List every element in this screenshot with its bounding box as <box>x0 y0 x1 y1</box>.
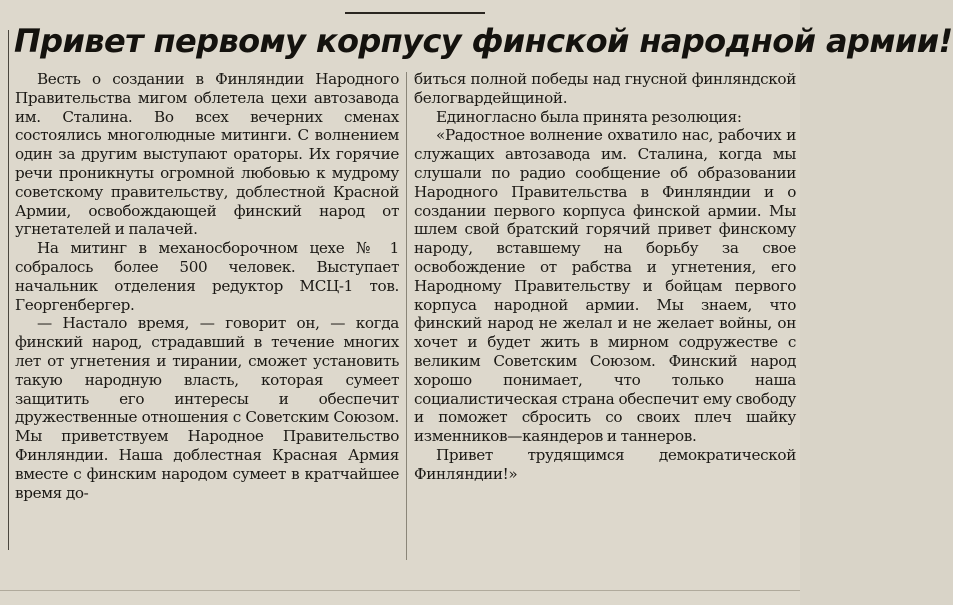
headline: Привет первому корпусу финской народной армии! <box>14 22 953 60</box>
column-divider <box>406 72 407 560</box>
paragraph: биться полной победы над гнусной финляндской белогвардейщиной. <box>414 70 796 107</box>
top-rule <box>345 12 485 14</box>
article-column-1 <box>15 70 399 502</box>
paragraph: — Настало время, — говорит он, — когда финский народ, страдавший в течение многих лет от угнетения и тирании, сможет установить такую народную власть, которая сумеет защитить его интересы и обеспечит дружественные отношения с Советским Союзом. Мы приветствуем Народное Правительство Финляндии. Наша доблестная Красная Армия вместе с финским народом сумеет в кратчайшее время до- <box>15 314 399 502</box>
closing-paragraph: Привет трудящимся демократической Финляндии!» <box>414 445 796 483</box>
paragraph: Весть о создании в Финляндии Народного Правительства мигом облетела цехи автозавода им. Сталина. Во всех вечерних сменах состоялись многолюдные митинги. С волнением один за другим выступают ораторы. Их горячие речи проникнуты огромной любовью к мудрому советскому правительству, доблестной Красной Армии, освобождающей финский народ от угнетателей и палачей. <box>15 70 399 239</box>
paragraph: Единогласно была принята резолюция: <box>436 107 742 126</box>
article-column-2 <box>414 70 796 484</box>
bottom-rule <box>0 590 800 591</box>
paragraph: На митинг в механосборочном цехе № 1 собралось более 500 человек. Выступает начальник отделения редуктор МСЦ-1 тов. Георгенбергер. <box>15 239 399 314</box>
resolution-paragraph: «Радостное волнение охватило нас, рабочих и служащих автозавода им. Сталина, когда мы слушали по радио сообщение об образовании Народного Правительства в Финляндии и о создании первого корпуса финской армии. Мы шлем свой братский горячий привет финскому народу, вставшему на борьбу за свое освобождение от рабства и угнетения, его Народному Правительству и бойцам первого корпуса народной армии. Мы знаем, что финский народ не желал и не желает войны, он хочет и будет жить в мирном содружестве с великим Советским Союзом. Финский народ хорошо понимает, что только наша социалистическая страна обеспечит ему свободу и поможет сбросить со своих плеч шайку изменников—каяндеров и таннеров. <box>414 126 796 446</box>
left-column-rule <box>8 30 9 550</box>
